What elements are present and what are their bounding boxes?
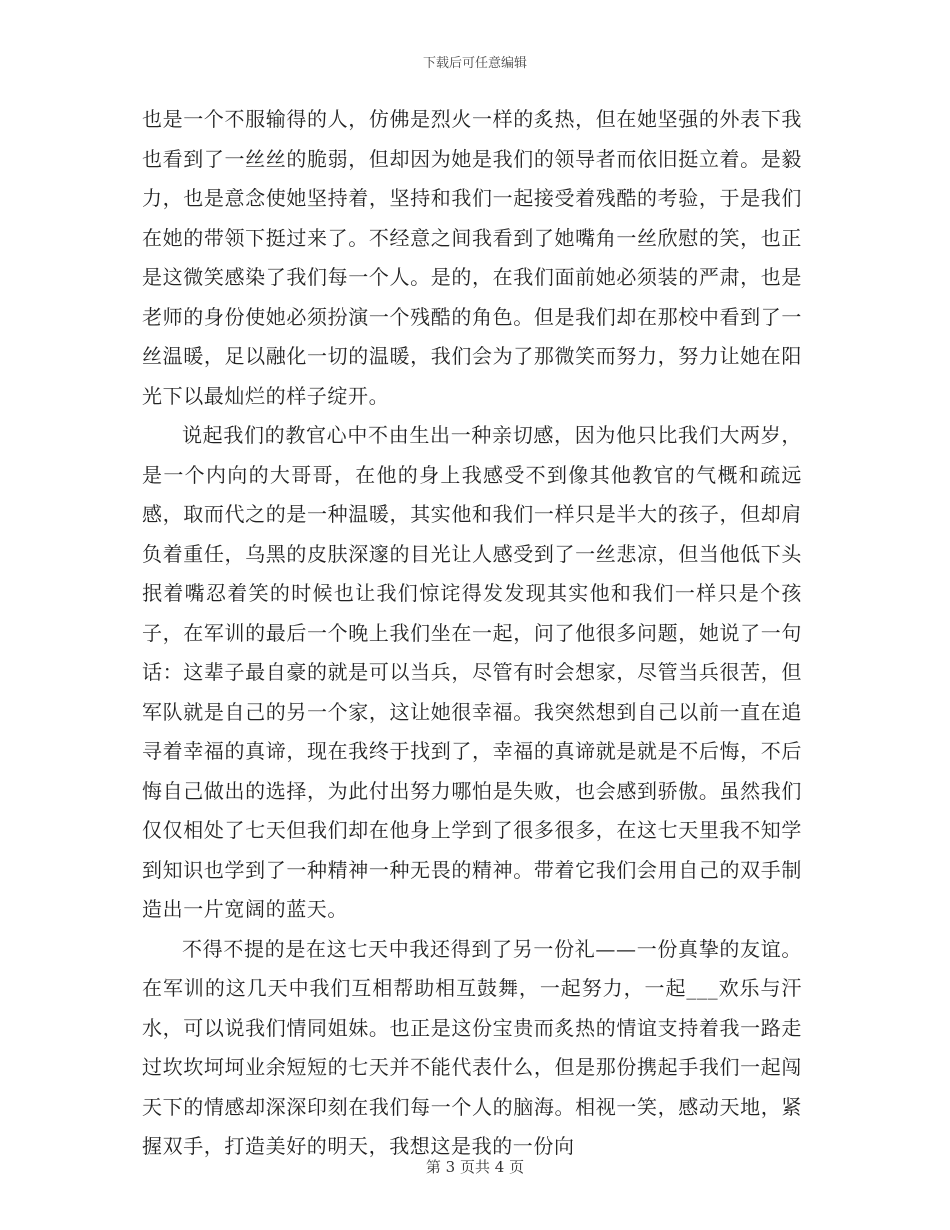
page-number-footer: 第 3 页共 4 页 [425,1158,525,1176]
page-header: 下载后可任意编辑 [422,56,527,71]
paragraph-1: 也是一个不服输得的人，仿佛是烈火一样的炙热，但在她坚强的外表下我也看到了一丝丝的脆弱，但却因为她是我们的领导者而依旧挺立着。是毅力，也是意念使她坚持着，坚持和我们一起接受着残酷的考验，于是我们在她的带领下挺过来了。不经意之间我看到了她嘴角一丝欣慰的笑，也正是这微笑感染了我们每一个人。是的，在我们面前她必须装的严肃，也是老师的身份使她必须扮演一个残酷的角色。但是我们却在那校中看到了一丝温暖，足以融化一切的温暖，我们会为了那微笑而努力，努力让她在阳光下以最灿烂的样子绽开。 [142,107,802,408]
paragraph-2: 说起我们的教官心中不由生出一种亲切感，因为他只比我们大两岁，是一个内向的大哥哥，在他的身上我感受不到像其他教官的气概和疏远感，取而代之的是一种温暖，其实他和我们一样只是半大的孩子，但却肩负着重任，乌黑的皮肤深邃的目光让人感受到了一丝悲凉，但当他低下头抿着嘴忍着笑的时候也让我们惊诧得发发现其实他和我们一样只是个孩子，在军训的最后一个晚上我们坐在一起，问了他很多问题，她说了一句话：这辈子最自豪的就是可以当兵，尽管有时会想家，尽管当兵很苦，但军队就是自己的另一个家，这让她很幸福。我突然想到自己以前一直在追寻着幸福的真谛，现在我终于找到了，幸福的真谛就是就是不后悔，不后悔自己做出的选择，为此付出努力哪怕是失败，也会感到骄傲。虽然我们仅仅相处了七天但我们却在他身上学到了很多很多，在这七天里我不知学到知识也学到了一种精神一种无畏的精神。带着它我们会用自己的双手制造出一片宽阔的蓝天。 [142,423,802,921]
document-body [142,100,802,1167]
paragraph-3: 不得不提的是在这七天中我还得到了另一份礼——一份真挚的友谊。在军训的这几天中我们互相帮助相互鼓舞，一起努力，一起___欢乐与汗水，可以说我们情同姐妹。也正是这份宝贵而炙热的情谊支持着我一路走过坎坎坷坷业余短短的七天并不能代表什么，但是那份携起手我们一起闯天下的情感却深深印刻在我们每一个人的脑海。相视一笑，感动天地，紧握双手，打造美好的明天，我想这是我的一份向 [142,936,802,1158]
